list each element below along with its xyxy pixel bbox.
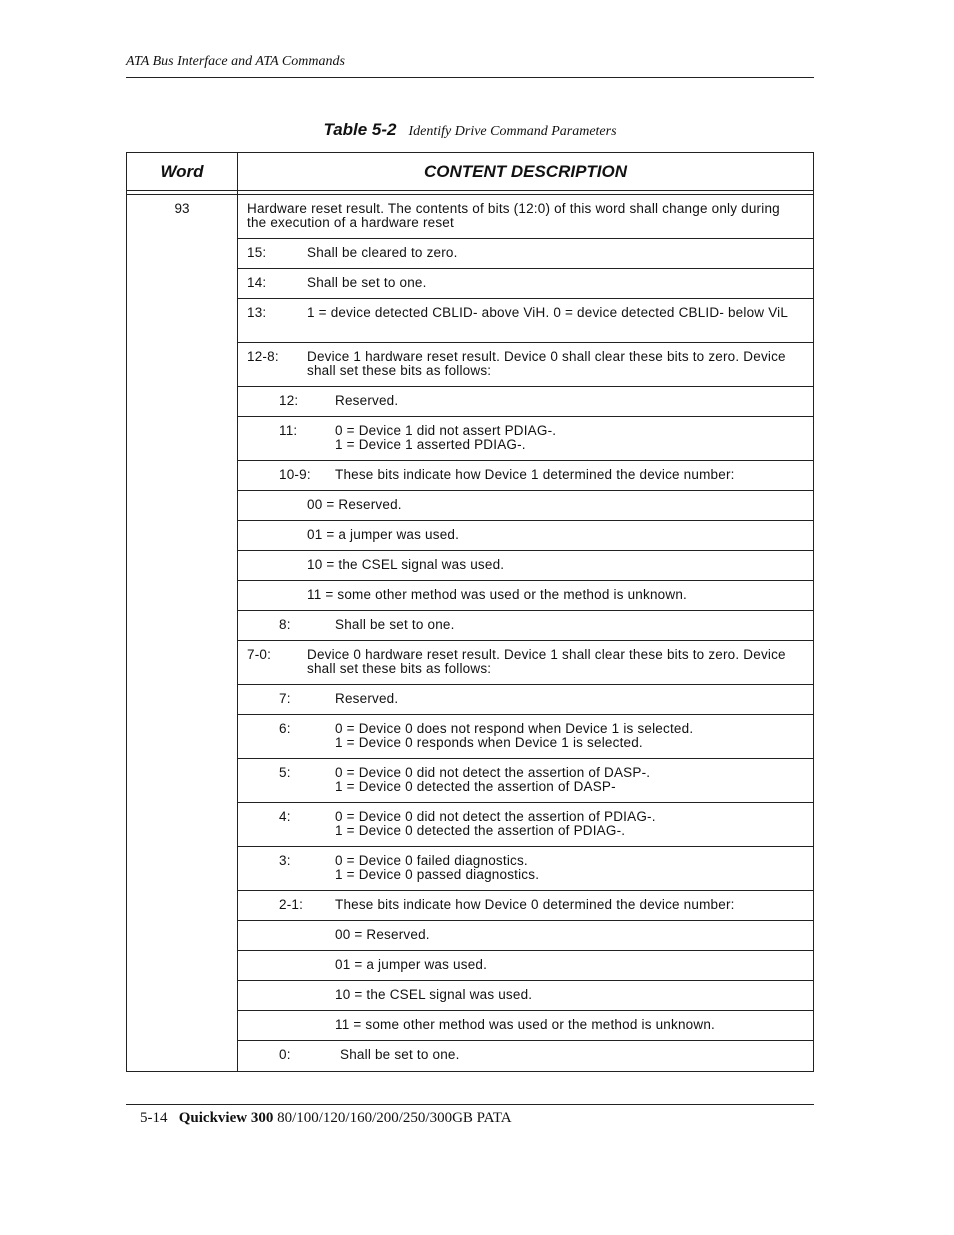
table-row bbox=[238, 491, 813, 521]
page-number: 5-14 bbox=[140, 1110, 168, 1126]
table-number: Table 5-2 bbox=[323, 120, 397, 139]
row-text: Hardware reset result. The contents of bits (12:0) of this word shall change only during the execution of a hardware reset bbox=[247, 201, 780, 230]
table-row bbox=[238, 641, 813, 685]
page-footer bbox=[126, 1104, 814, 1126]
table-row bbox=[238, 921, 813, 951]
row-text: 10 = the CSEL signal was used. bbox=[307, 557, 505, 572]
bit-label: 4: bbox=[279, 809, 291, 824]
row-text: These bits indicate how Device 0 determined the device number: bbox=[335, 897, 735, 912]
table-row bbox=[238, 343, 813, 387]
bit-label: 3: bbox=[279, 853, 291, 868]
table-row bbox=[238, 195, 813, 239]
table-row bbox=[238, 611, 813, 641]
column-header-description: CONTENT DESCRIPTION bbox=[423, 161, 628, 181]
bit-label: 5: bbox=[279, 765, 291, 780]
row-text: 11 = some other method was used or the method is unknown. bbox=[335, 1017, 715, 1032]
table-row bbox=[238, 239, 813, 269]
row-text: Reserved. bbox=[335, 691, 399, 706]
row-text: 0 = Device 0 failed diagnostics. 1 = Device 0 passed diagnostics. bbox=[335, 853, 540, 882]
row-text: These bits indicate how Device 1 determined the device number: bbox=[335, 467, 735, 482]
row-text: Device 1 hardware reset result. Device 0 shall clear these bits to zero. Device shall set these bits as follows: bbox=[307, 349, 786, 378]
word-number: 93 bbox=[127, 195, 238, 1071]
table-row bbox=[238, 891, 813, 921]
row-text: 01 = a jumper was used. bbox=[307, 527, 460, 542]
table-row bbox=[238, 551, 813, 581]
table-caption bbox=[126, 120, 814, 140]
row-text: Shall be cleared to zero. bbox=[307, 245, 458, 260]
product-name: Quickview 300 bbox=[178, 1110, 274, 1126]
bit-label: 8: bbox=[279, 617, 291, 632]
row-text: Shall be set to one. bbox=[307, 275, 427, 290]
row-text: 0 = Device 0 did not detect the assertion of PDIAG-. 1 = Device 0 detected the assertion of PDIAG-. bbox=[335, 809, 656, 838]
table-row bbox=[238, 461, 813, 491]
footer-line bbox=[140, 1110, 512, 1127]
row-text: 1 = device detected CBLID- above ViH. 0 = device detected CBLID- below ViL bbox=[307, 305, 789, 320]
row-text: Device 0 hardware reset result. Device 1 shall clear these bits to zero. Device shall set these bits as follows: bbox=[307, 647, 786, 676]
table-row bbox=[238, 951, 813, 981]
row-text: 11 = some other method was used or the method is unknown. bbox=[307, 587, 687, 602]
column-header-word: Word bbox=[127, 153, 238, 190]
row-text: 10 = the CSEL signal was used. bbox=[335, 987, 533, 1002]
table-body bbox=[127, 195, 813, 1071]
product-models: 80/100/120/160/200/250/300GB PATA bbox=[277, 1110, 512, 1126]
parameters-table bbox=[126, 152, 814, 1072]
bit-label: 15: bbox=[247, 245, 267, 260]
row-text: 0 = Device 1 did not assert PDIAG-. 1 = Device 1 asserted PDIAG-. bbox=[335, 423, 557, 452]
bit-label: 11: bbox=[279, 423, 298, 438]
row-text: 0 = Device 0 did not detect the assertion of DASP-. 1 = Device 0 detected the assertion of DASP- bbox=[335, 765, 651, 794]
row-text: 00 = Reserved. bbox=[335, 927, 430, 942]
table-row bbox=[238, 847, 813, 891]
bit-label: 10-9: bbox=[279, 467, 311, 482]
row-text: 0 = Device 0 does not respond when Device 1 is selected. 1 = Device 0 responds when Device 1 is selected. bbox=[335, 721, 694, 750]
description-column bbox=[238, 195, 813, 1071]
table-header-row bbox=[127, 153, 813, 191]
bit-label: 7: bbox=[279, 691, 291, 706]
table-row bbox=[238, 759, 813, 803]
bit-label: 12-8: bbox=[247, 349, 279, 364]
table-row bbox=[238, 521, 813, 551]
table-row bbox=[238, 1011, 813, 1041]
row-text: Reserved. bbox=[335, 393, 399, 408]
bit-label: 13: bbox=[247, 305, 267, 320]
bit-label: 14: bbox=[247, 275, 267, 290]
bit-label: 0: bbox=[279, 1047, 291, 1062]
table-row bbox=[238, 299, 813, 343]
table-row bbox=[238, 981, 813, 1011]
table-row bbox=[238, 581, 813, 611]
bit-label: 12: bbox=[279, 393, 299, 408]
bit-label: 7-0: bbox=[247, 647, 272, 662]
table-row bbox=[238, 1041, 813, 1071]
running-title: ATA Bus Interface and ATA Commands bbox=[126, 54, 345, 69]
row-text: Shall be set to one. bbox=[335, 617, 455, 632]
bit-label: 6: bbox=[279, 721, 291, 736]
row-text: Shall be set to one. bbox=[340, 1047, 460, 1062]
row-text: 00 = Reserved. bbox=[307, 497, 402, 512]
bit-label: 2-1: bbox=[279, 897, 304, 912]
table-row bbox=[238, 803, 813, 847]
table-row bbox=[238, 715, 813, 759]
table-row bbox=[238, 387, 813, 417]
running-header bbox=[126, 52, 814, 78]
row-text: 01 = a jumper was used. bbox=[335, 957, 488, 972]
table-title: Identify Drive Command Parameters bbox=[408, 124, 617, 139]
table-row bbox=[238, 417, 813, 461]
table-row bbox=[238, 269, 813, 299]
table-row bbox=[238, 685, 813, 715]
